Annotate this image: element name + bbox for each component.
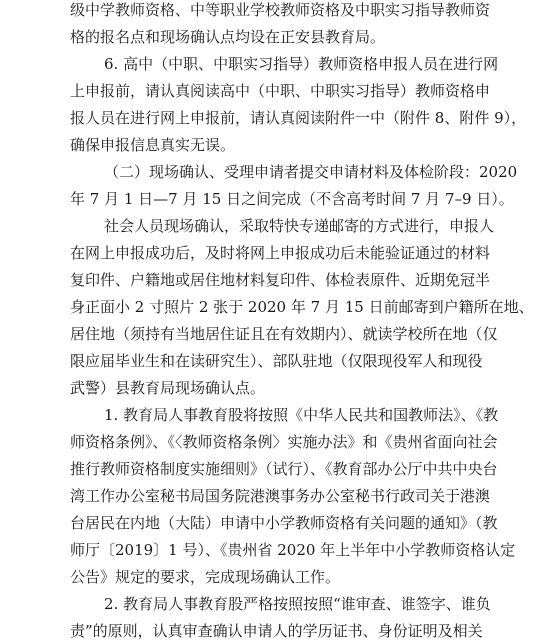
text-line: 复印件、户籍地或居住地材料复印件、体检表原件、近期免冠半 [70, 271, 491, 289]
text-line: 6. 高中（中职、中职实习指导）教师资格申报人员在进行网 [104, 55, 499, 73]
text-line: 确保申报信息真实无误。 [70, 136, 236, 154]
text-line: 级中学教师资格、中等职业学校教师资格及中职实习指导教师资 [70, 1, 491, 19]
text-line: 报人员在进行网上申报前，请认真阅读附件一中（附件 8、附件 9）， [70, 109, 527, 127]
text-line: 2. 教育局人事教育股严格按照按照“谁审查、谁签字、谁负 [104, 595, 491, 613]
text-line: 在网上申报成功后，及时将网上申报成功后未能验证通过的材料 [70, 244, 491, 262]
section-heading: （二）现场确认、受理申请者提交申请材料及体检阶段：2020 [104, 163, 518, 181]
text-line: 台居民在内地（大陆）申请中小学教师资格有关问题的通知》（教 [70, 514, 498, 532]
text-line: 居住地（须持有当地居住证且在有效期内）、就读学校所在地（仅 [70, 325, 498, 343]
text-line: 限应届毕业生和在读研究生）、部队驻地（仅限现役军人和现役 [70, 352, 483, 370]
text-line: 格的报名点和现场确认点均设在正安县教育局。 [70, 28, 386, 46]
text-line: 师资格条例》、《〈教师资格条例〉实施办法》和《贵州省面向社会 [70, 433, 498, 451]
text-line: 武警）县教育局现场确认点。 [70, 379, 266, 397]
text-line: 1. 教育局人事教育股将按照《中华人民共和国教师法》、《教 [104, 406, 499, 424]
text-line: 社会人员现场确认，采取特快专递邮寄的方式进行，申报人 [104, 217, 495, 235]
text-line: 上申报前，请认真阅读高中（中职、中职实习指导）教师资格申 [70, 82, 491, 100]
text-line: 责”的原则，认真审查确认申请人的学历证书、身份证明及相关 [70, 622, 483, 640]
text-line: 公告》规定的要求，完成现场确认工作。 [70, 568, 341, 586]
text-line: 师厅〔2019〕1 号）、《贵州省 2020 年上半年中小学教师资格认定 [70, 541, 516, 559]
text-line: 湾工作办公室秘书局国务院港澳事务办公室秘书行政司关于港澳 [70, 487, 491, 505]
text-line: 身正面小 2 寸照片 2 张于 2020 年 7 月 15 日前邮寄到户籍所在地、 [70, 298, 534, 316]
text-line: 年 7 月 1 日—7 月 15 日之间完成（不含高考时间 7 月 7–9 日）。 [70, 190, 514, 208]
text-line: 推行教师资格制度实施细则》（试行）、《教育部办公厅中共中央台 [70, 460, 498, 478]
